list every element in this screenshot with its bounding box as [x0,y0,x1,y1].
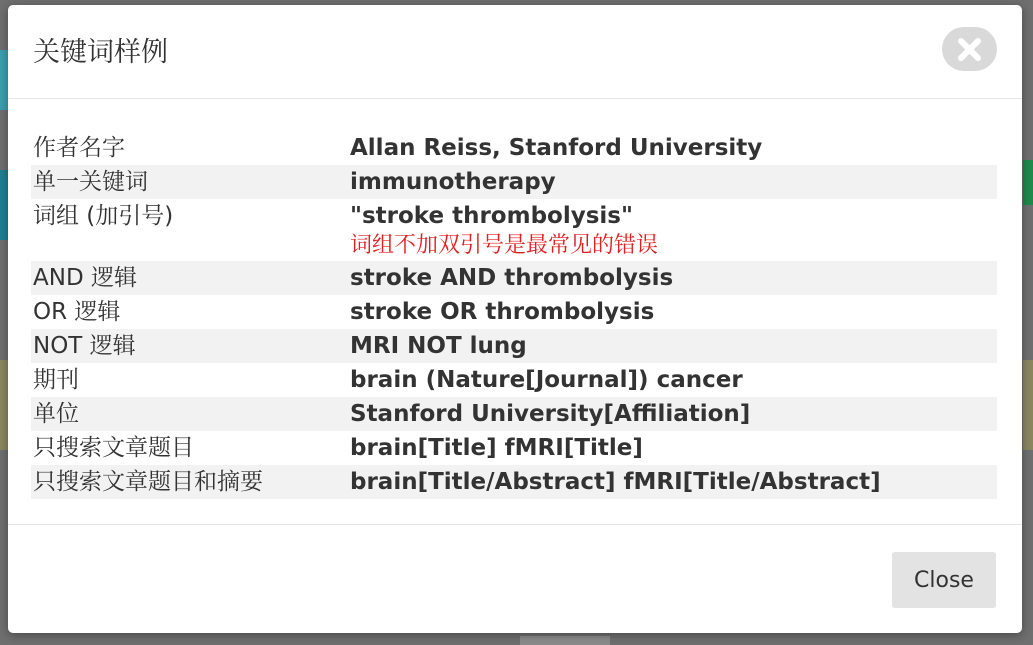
keyword-examples-modal [8,5,1022,633]
table-row [31,165,997,199]
row-label: 词组 (加引号) [33,203,174,229]
close-modal-button[interactable] [942,27,997,71]
table-row [31,329,997,363]
table-row [31,397,997,431]
row-example: stroke AND thrombolysis [350,265,674,291]
row-example: Allan Reiss, Stanford University [350,135,763,161]
table-row [31,131,997,165]
row-label: AND 逻辑 [33,265,137,291]
row-example: immunotherapy [350,169,556,195]
keyword-examples-table [31,131,997,499]
row-label: 作者名字 [33,135,125,161]
row-label: 单一关键词 [33,169,148,195]
table-row [31,431,997,465]
row-label: 只搜索文章题目 [33,435,194,461]
table-row [31,199,997,261]
modal-title: 关键词样例 [33,37,168,68]
row-label: OR 逻辑 [33,299,121,325]
row-label: 只搜索文章题目和摘要 [33,469,263,495]
table-row [31,261,997,295]
table-row [31,465,997,499]
row-example: stroke OR thrombolysis [350,299,655,325]
row-example: MRI NOT lung [350,333,527,359]
row-warning-note: 词组不加双引号是最常见的错误 [350,233,659,258]
close-button[interactable]: Close [892,552,996,608]
row-example: "stroke thrombolysis" [350,203,633,229]
modal-footer [8,525,1022,633]
background-page-fragment [0,170,8,240]
close-icon [942,27,997,71]
background-page-fragment [1023,360,1033,450]
table-row [31,363,997,397]
row-example: Stanford University[Affiliation] [350,401,751,427]
background-page-fragment [0,360,8,450]
row-label: 单位 [33,401,79,427]
modal-header [8,5,1022,99]
table-row [31,295,997,329]
row-example: brain[Title] fMRI[Title] [350,435,643,461]
row-label: NOT 逻辑 [33,333,136,359]
row-label: 期刊 [33,367,79,393]
background-page-fragment [1023,160,1033,205]
background-page-fragment [0,50,8,110]
row-example: brain[Title/Abstract] fMRI[Title/Abstract] [350,469,881,495]
background-page-fragment [520,636,610,645]
row-example: brain (Nature[Journal]) cancer [350,367,743,393]
modal-body [8,99,1022,525]
